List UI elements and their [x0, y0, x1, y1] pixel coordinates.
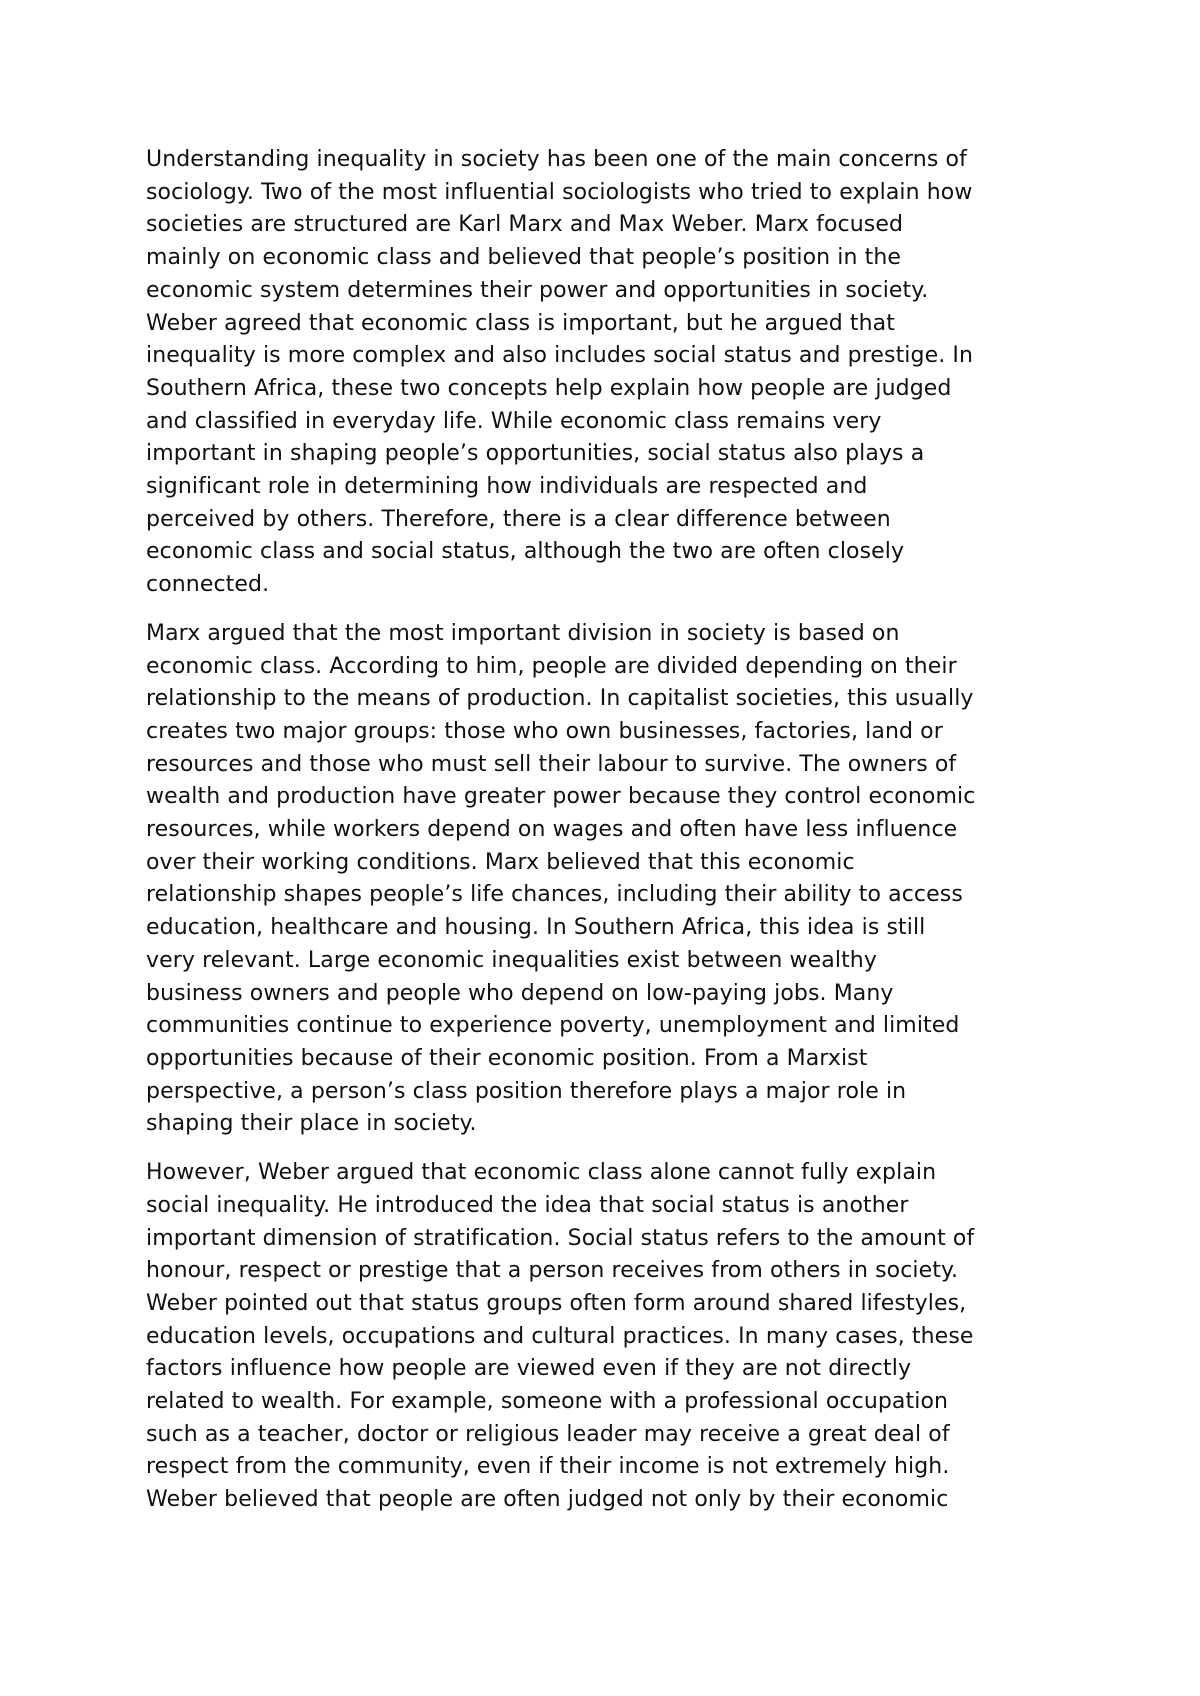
text-line: important dimension of stratification. Social status refers to the amount of [146, 1225, 975, 1251]
text-line: relationship to the means of production. In capitalist societies, this usually [146, 686, 974, 712]
text-line: inequality is more complex and also includes social status and prestige. In [146, 343, 974, 369]
text-line: significant role in determining how individuals are respected and [146, 474, 868, 500]
text-line: economic class. According to him, people are divided depending on their [146, 653, 957, 679]
text-line: over their working conditions. Marx believed that this economic [146, 849, 855, 875]
text-line: economic class and social status, although the two are often closely [146, 539, 905, 565]
paragraph-2 [146, 618, 1076, 1141]
text-line: relationship shapes people’s life chances, including their ability to access [146, 882, 963, 908]
text-line: education levels, occupations and cultural practices. In many cases, these [146, 1323, 974, 1349]
text-line: business owners and people who depend on low-paying jobs. Many [146, 980, 894, 1006]
text-line: economic system determines their power and opportunities in society. [146, 277, 929, 303]
text-line: wealth and production have greater power because they control economic [146, 784, 976, 810]
paragraph-3 [146, 1157, 1076, 1517]
text-line: factors influence how people are viewed even if they are not directly [146, 1356, 912, 1382]
text-line: Southern Africa, these two concepts help explain how people are judged [146, 375, 952, 401]
text-line: respect from the community, even if their income is not extremely high. [146, 1454, 950, 1480]
text-line: important in shaping people’s opportunities, social status also plays a [146, 441, 925, 467]
text-line: Weber agreed that economic class is important, but he argued that [146, 310, 895, 336]
text-line: However, Weber argued that economic class alone cannot fully explain [146, 1160, 937, 1186]
text-line: education, healthcare and housing. In Southern Africa, this idea is still [146, 915, 926, 941]
text-line: Weber believed that people are often judged not only by their economic [146, 1487, 949, 1513]
text-line: social inequality. He introduced the idea that social status is another [146, 1192, 909, 1218]
text-line: such as a teacher, doctor or religious leader may receive a great deal of [146, 1421, 950, 1447]
text-line: communities continue to experience poverty, unemployment and limited [146, 1013, 960, 1039]
text-line: shaping their place in society. [146, 1111, 477, 1137]
text-line: honour, respect or prestige that a person receives from others in society. [146, 1258, 959, 1284]
text-line: related to wealth. For example, someone with a professional occupation [146, 1389, 949, 1415]
text-line: and classified in everyday life. While economic class remains very [146, 408, 882, 434]
text-line: mainly on economic class and believed that people’s position in the [146, 245, 902, 271]
text-line: opportunities because of their economic position. From a Marxist [146, 1045, 868, 1071]
document-body [146, 144, 1076, 1533]
text-line: perceived by others. Therefore, there is a clear difference between [146, 506, 891, 532]
text-line: very relevant. Large economic inequalities exist between wealthy [146, 947, 877, 973]
text-line: societies are structured are Karl Marx and Max Weber. Marx focused [146, 212, 904, 238]
text-line: Understanding inequality in society has been one of the main concerns of [146, 147, 967, 172]
text-line: resources, while workers depend on wages and often have less influence [146, 817, 958, 843]
text-line: creates two major groups: those who own businesses, factories, land or [146, 718, 943, 744]
text-line: sociology. Two of the most influential sociologists who tried to explain how [146, 179, 973, 205]
text-line: perspective, a person’s class position therefore plays a major role in [146, 1078, 907, 1104]
text-line: connected. [146, 572, 270, 598]
text-line: resources and those who must sell their labour to survive. The owners of [146, 751, 957, 777]
paragraph-1 [146, 144, 1076, 602]
text-line: Marx argued that the most important division in society is based on [146, 620, 900, 646]
text-line: Weber pointed out that status groups often form around shared lifestyles, [146, 1290, 967, 1316]
